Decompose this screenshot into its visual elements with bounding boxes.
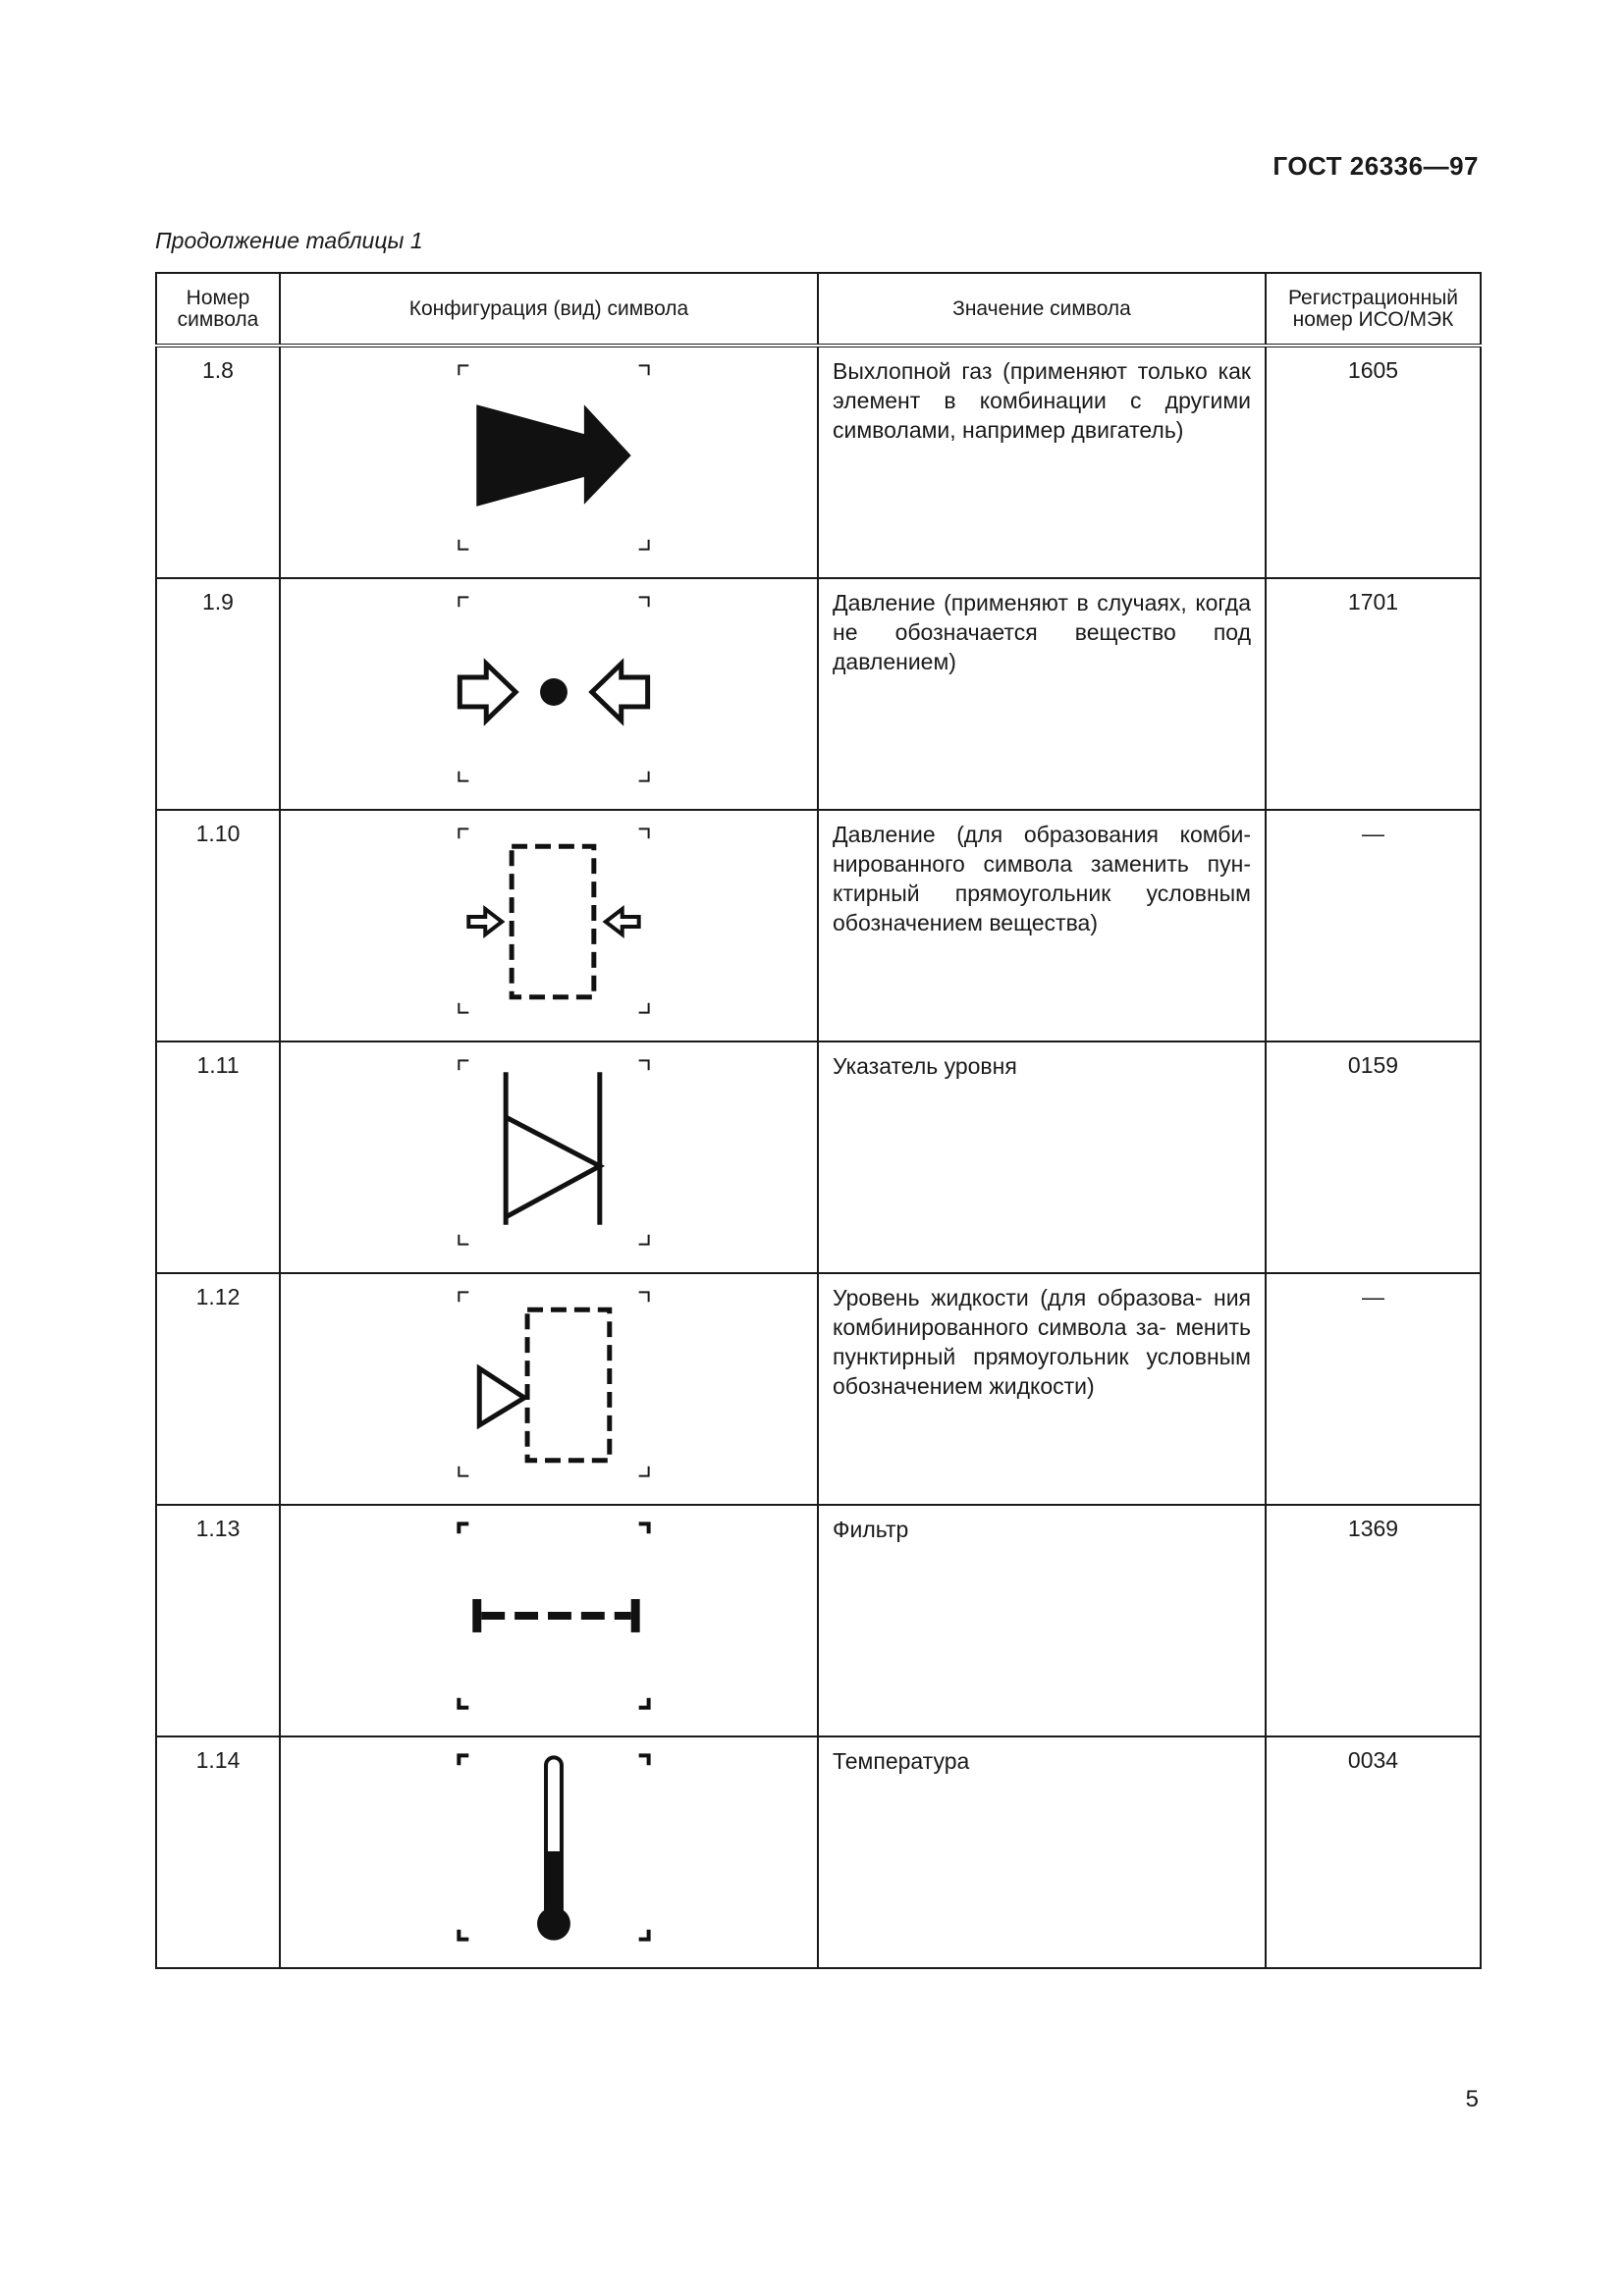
- page-number: 5: [1465, 2086, 1479, 2112]
- symbol-number: 1.10: [156, 810, 280, 1041]
- exhaust-gas-icon: [281, 347, 817, 567]
- table-row: [156, 1736, 1481, 1968]
- symbol-configuration: [280, 810, 818, 1041]
- table-row: [156, 578, 1481, 810]
- pressure-combo-icon: [281, 811, 817, 1031]
- table-row: [156, 1273, 1481, 1505]
- symbol-number: 1.8: [156, 346, 280, 578]
- document-code: ГОСТ 26336—97: [1272, 151, 1479, 181]
- symbol-configuration: [280, 346, 818, 578]
- symbol-meaning: Давление (применяют в случаях, когда не обозначается вещество под давлением): [818, 578, 1266, 810]
- registration-number: 1701: [1266, 578, 1481, 810]
- symbol-number: 1.14: [156, 1736, 280, 1968]
- symbol-number: 1.9: [156, 578, 280, 810]
- pressure-icon: [281, 579, 817, 799]
- registration-number: 0034: [1266, 1736, 1481, 1968]
- table-header-row: [156, 273, 1481, 346]
- column-header-meaning: Значение символа: [818, 273, 1266, 346]
- registration-number: —: [1266, 810, 1481, 1041]
- symbol-configuration: [280, 1273, 818, 1505]
- symbol-number: 1.13: [156, 1505, 280, 1736]
- symbol-configuration: [280, 1736, 818, 1968]
- liquid-level-icon: [281, 1274, 817, 1494]
- symbol-meaning: Уровень жидкости (для образова- ния комбинированного символа за- менить пунктирный прямоугольник условным обозначением жидкости): [818, 1273, 1266, 1505]
- symbol-number: 1.11: [156, 1041, 280, 1273]
- table-row: [156, 1505, 1481, 1736]
- table-row: [156, 1041, 1481, 1273]
- column-header-configuration: Конфигурация (вид) символа: [280, 273, 818, 346]
- table-row: [156, 346, 1481, 578]
- symbol-table: [155, 272, 1482, 1969]
- registration-number: 1369: [1266, 1505, 1481, 1736]
- symbol-number: 1.12: [156, 1273, 280, 1505]
- symbol-configuration: [280, 578, 818, 810]
- symbol-configuration: [280, 1041, 818, 1273]
- symbol-meaning: Температура: [818, 1736, 1266, 1968]
- symbol-meaning: Фильтр: [818, 1505, 1266, 1736]
- symbol-meaning: Указатель уровня: [818, 1041, 1266, 1273]
- level-indicator-icon: [281, 1042, 817, 1262]
- registration-number: 1605: [1266, 346, 1481, 578]
- registration-number: —: [1266, 1273, 1481, 1505]
- filter-icon: [281, 1506, 817, 1726]
- column-header-registration: Регистрационный номер ИСО/МЭК: [1266, 273, 1481, 346]
- registration-number: 0159: [1266, 1041, 1481, 1273]
- symbol-meaning: Давление (для образования комби- нированного символа заменить пун- ктирный прямоугольник условным обозначением вещества): [818, 810, 1266, 1041]
- table-continuation-caption: Продолжение таблицы 1: [155, 228, 423, 253]
- symbol-meaning: Выхлопной газ (применяют только как элемент в комбинации с другими символами, например двигатель): [818, 346, 1266, 578]
- thermometer-icon: [281, 1737, 817, 1957]
- column-header-number: Номер символа: [156, 273, 280, 346]
- table-row: [156, 810, 1481, 1041]
- symbol-configuration: [280, 1505, 818, 1736]
